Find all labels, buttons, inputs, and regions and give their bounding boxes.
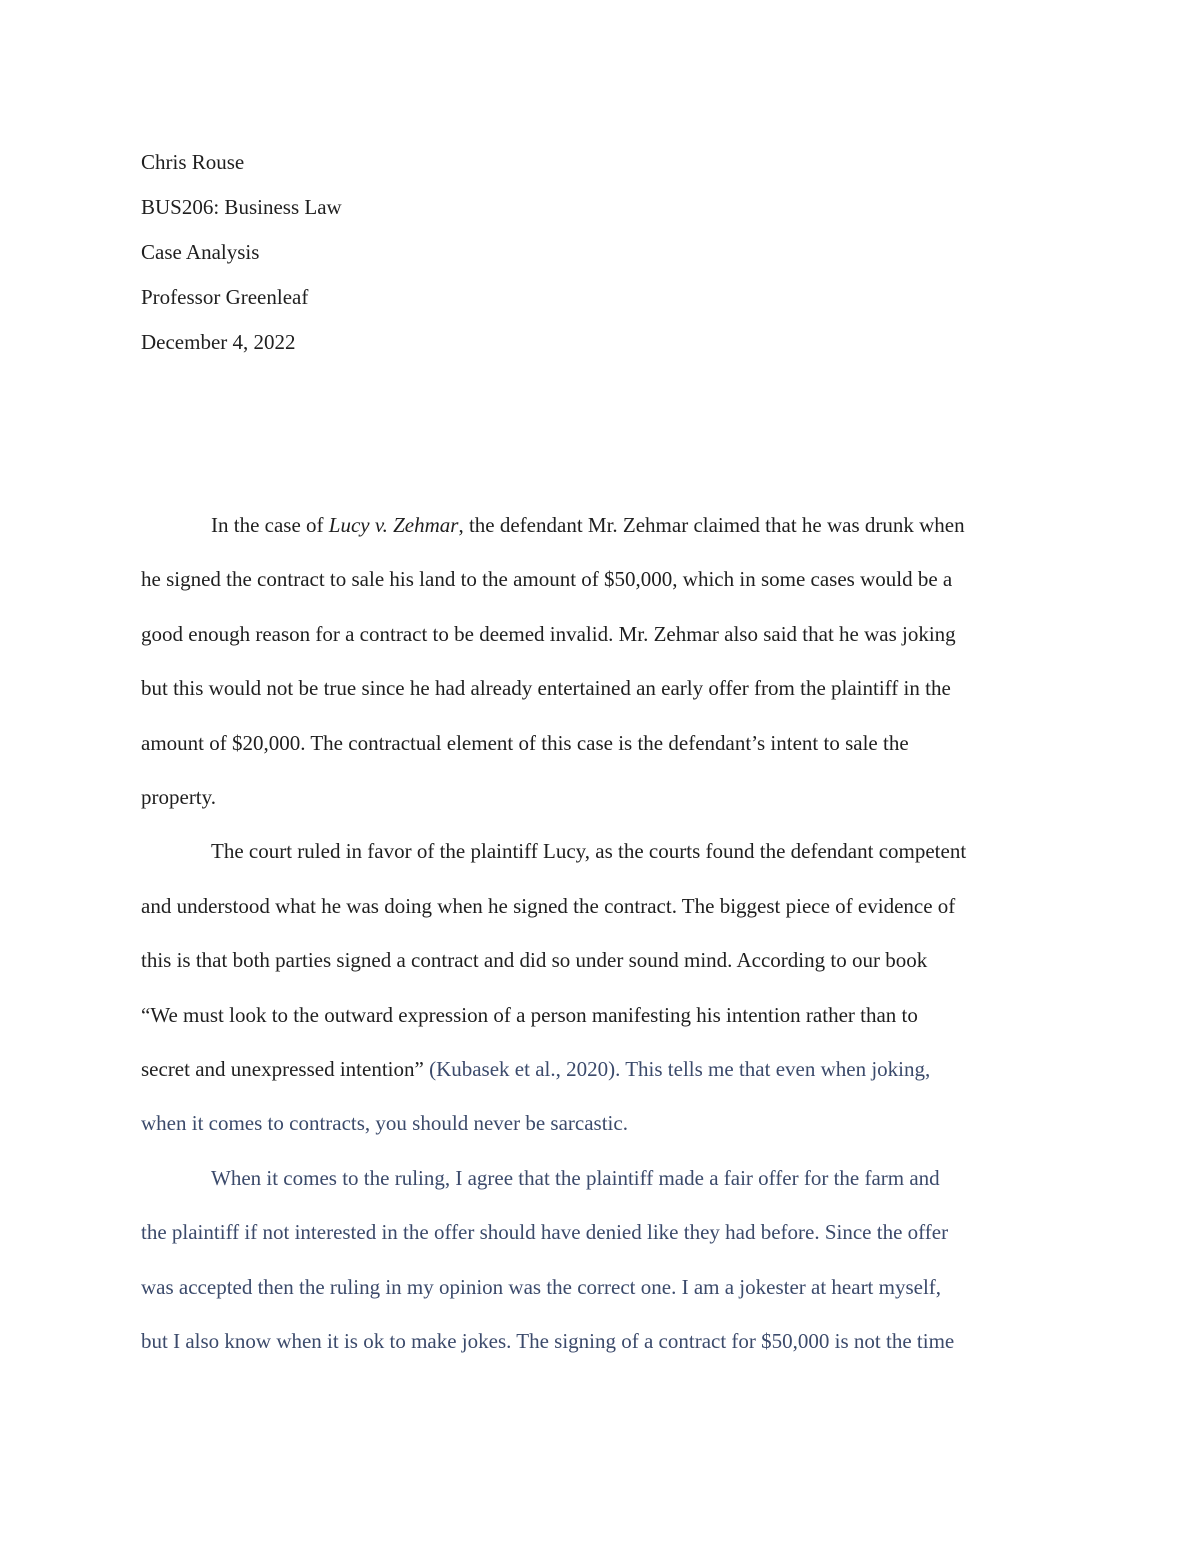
submission-date: December 4, 2022 bbox=[141, 330, 296, 354]
paragraph-line: “We must look to the outward expression of a person manifesting his intention rather than to bbox=[141, 1002, 918, 1027]
paragraph-line: but I also know when it is ok to make jokes. The signing of a contract for $50,000 is not the time bbox=[141, 1329, 955, 1354]
paragraph-line: amount of $20,000. The contractual element of this case is the defendant’s intent to sale the bbox=[141, 730, 909, 755]
paragraph-line: was accepted then the ruling in my opinion was the correct one. I am a jokester at heart myself, bbox=[141, 1274, 942, 1299]
professor-name: Professor Greenleaf bbox=[141, 285, 309, 309]
paragraph-line: In the case of Lucy v. Zehmar, the defendant Mr. Zehmar claimed that he was drunk when bbox=[211, 513, 965, 537]
header-block bbox=[141, 140, 1061, 365]
paragraph-line: the plaintiff if not interested in the offer should have denied like they had before. Since the offer bbox=[141, 1220, 949, 1245]
paragraph-line: The court ruled in favor of the plaintiff Lucy, as the courts found the defendant competent bbox=[211, 839, 967, 864]
paragraph-3 bbox=[141, 1151, 1061, 1369]
paragraph-line: and understood what he was doing when he signed the contract. The biggest piece of evidence of bbox=[141, 893, 956, 918]
author-name: Chris Rouse bbox=[141, 150, 245, 174]
paragraph-line: secret and unexpressed intention” (Kubasek et al., 2020). This tells me that even when joking, bbox=[141, 1057, 931, 1082]
paragraph-line: good enough reason for a contract to be deemed invalid. Mr. Zehmar also said that he was joking bbox=[141, 621, 956, 646]
paragraph-line: property. bbox=[141, 785, 217, 810]
citation-text: (Kubasek et al., 2020). This tells me that even when joking, bbox=[429, 1057, 931, 1082]
essay-body bbox=[141, 498, 1061, 1369]
paragraph-2 bbox=[141, 824, 1061, 1150]
paragraph-1 bbox=[141, 498, 1061, 824]
paragraph-line: but this would not be true since he had already entertained an early offer from the plaintiff in the bbox=[141, 676, 951, 701]
paragraph-line: When it comes to the ruling, I agree that the plaintiff made a fair offer for the farm and bbox=[211, 1165, 940, 1190]
course-name: BUS206: Business Law bbox=[141, 195, 342, 219]
case-name: Lucy v. Zehmar bbox=[328, 513, 459, 537]
paragraph-line: when it comes to contracts, you should never be sarcastic. bbox=[141, 1111, 628, 1136]
assignment-title: Case Analysis bbox=[141, 240, 260, 264]
paragraph-line: this is that both parties signed a contract and did so under sound mind. According to our book bbox=[141, 948, 928, 973]
paragraph-line: he signed the contract to sale his land to the amount of $50,000, which in some cases would be a bbox=[141, 567, 953, 592]
